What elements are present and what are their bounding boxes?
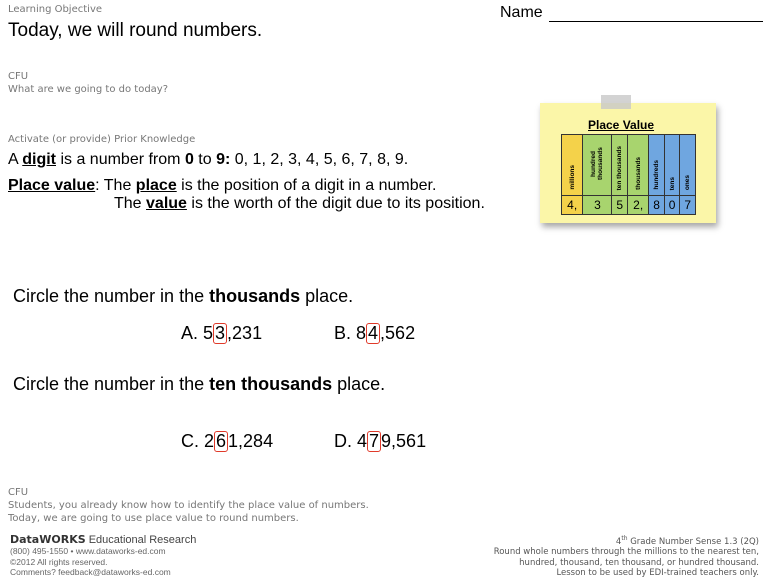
place-value-digit: 7 <box>680 196 696 215</box>
cfu-bottom-label: CFU <box>8 487 29 498</box>
value-definition <box>114 195 485 213</box>
tape-strip <box>601 95 631 109</box>
q1-suffix: place. <box>300 286 354 306</box>
place-value-column-2 <box>612 135 628 196</box>
standard-line2: hundred, thousand, ten thousand, or hundred thousand. <box>519 557 759 568</box>
standard-line1: Round whole numbers through the millions to the nearest ten, <box>493 547 759 558</box>
cfu-bottom-line2: Today, we are going to use place value to round numbers. <box>8 513 299 524</box>
place-value-definition <box>8 177 436 195</box>
place-value-label: thousands <box>634 157 642 190</box>
lesson-info <box>494 534 759 579</box>
copyright: ©2012 All rights reserved. <box>10 556 108 567</box>
dataworks-info <box>10 546 171 578</box>
cfu-top-question: What are we going to do today? <box>8 84 169 95</box>
q2-prefix: Circle the number in the <box>13 374 210 394</box>
place-value-digit: 5 <box>612 196 628 215</box>
place-value-column-1 <box>583 135 612 196</box>
place-value-column-3 <box>628 135 649 196</box>
place-line-start: : The <box>95 177 136 194</box>
place-value-term: Place value <box>8 177 96 194</box>
answer-c-label: C. 2 <box>181 431 215 451</box>
answer-d-label: D. 4 <box>334 431 368 451</box>
answer-d-circled-digit[interactable]: 7 <box>369 431 380 451</box>
question-ten-thousands <box>13 374 385 395</box>
digit-definition <box>8 151 408 169</box>
cfu-top-label: CFU <box>8 71 29 82</box>
place-value-label: ten thousands <box>616 145 624 190</box>
digit-to: to <box>193 151 217 168</box>
place-value-label: hundred thousands <box>590 147 605 181</box>
comments: Comments? feedback@dataworks-ed.com <box>10 567 171 577</box>
answer-a-label: A. 5 <box>181 323 214 343</box>
digit-list: 0, 1, 2, 3, 4, 5, 6, 7, 8, 9. <box>230 151 409 168</box>
prior-knowledge-label: Activate (or provide) Prior Knowledge <box>8 134 196 145</box>
q2-suffix: place. <box>332 374 386 394</box>
answer-b[interactable] <box>334 323 415 344</box>
answer-d[interactable] <box>334 431 426 452</box>
dataworks-logo <box>10 533 196 546</box>
answer-d-rest: 9,561 <box>381 431 427 451</box>
learning-objective-label: Learning Objective <box>8 4 103 15</box>
place-value-digit: 2, <box>628 196 649 215</box>
answer-c[interactable] <box>181 431 273 452</box>
place-value-label: millions <box>568 165 576 190</box>
grade-sup: th <box>621 535 628 542</box>
place-value-label: tens <box>668 176 676 190</box>
value-word: value <box>146 195 187 212</box>
answer-b-rest: ,562 <box>380 323 416 343</box>
cfu-bottom-line1: Students, you already know how to identify the place value of numbers. <box>8 500 369 511</box>
answer-c-circled-digit[interactable]: 6 <box>216 431 227 451</box>
place-value-column-0 <box>562 135 583 196</box>
name-line <box>549 5 763 22</box>
question-thousands <box>13 286 353 307</box>
place-value-label: hundreds <box>653 160 661 190</box>
place-value-digit: 0 <box>664 196 680 215</box>
place-value-digit: 4, <box>562 196 583 215</box>
place-value-title: Place Value <box>588 118 655 132</box>
place-value-column-6 <box>680 135 696 196</box>
brand-bold: DataWORKS <box>10 533 86 546</box>
digit-zero: 0 <box>184 151 194 168</box>
brand-rest: Educational Research <box>85 534 197 546</box>
digit-mid: is a number from <box>56 151 185 168</box>
place-value-table <box>561 134 696 215</box>
cfu-bottom <box>8 486 369 525</box>
name-label: Name <box>500 4 543 21</box>
answer-b-label: B. 8 <box>334 323 367 343</box>
grade-standard <box>494 534 759 547</box>
name-field <box>500 4 763 22</box>
place-value-digit: 8 <box>649 196 665 215</box>
q2-bold: ten thousands <box>209 374 333 394</box>
place-value-column-4 <box>649 135 665 196</box>
answer-b-circled-digit[interactable]: 4 <box>368 323 379 343</box>
place-word: place <box>135 177 177 194</box>
place-value-label: ones <box>684 174 692 190</box>
place-value-digit-row <box>562 196 696 215</box>
usage-note: Lesson to be used by EDI-trained teachers only. <box>556 568 759 579</box>
grade-rest: Grade Number Sense 1.3 (2Q) <box>627 536 759 547</box>
place-value-digit: 3 <box>583 196 612 215</box>
place-line-end: is the position of a digit in a number. <box>176 177 437 194</box>
digit-nine: 9: <box>216 151 231 168</box>
place-value-header-row <box>562 135 696 196</box>
grade-num: 4 <box>615 536 622 547</box>
digit-term: digit <box>22 151 56 168</box>
cfu-top <box>8 70 168 96</box>
q1-prefix: Circle the number in the <box>13 286 210 306</box>
answer-c-rest: 1,284 <box>228 431 274 451</box>
digit-prefix: A <box>8 151 23 168</box>
value-line-start: The <box>114 195 147 212</box>
answer-a-circled-digit[interactable]: 3 <box>215 323 226 343</box>
learning-objective-text: Today, we will round numbers. <box>8 20 263 41</box>
phone-site: (800) 495-1550 • www.dataworks-ed.com <box>10 546 166 556</box>
answer-a[interactable] <box>181 323 262 344</box>
q1-bold: thousands <box>209 286 301 306</box>
place-value-column-5 <box>664 135 680 196</box>
answer-a-rest: ,231 <box>227 323 263 343</box>
value-line-end: is the worth of the digit due to its position. <box>186 195 485 212</box>
